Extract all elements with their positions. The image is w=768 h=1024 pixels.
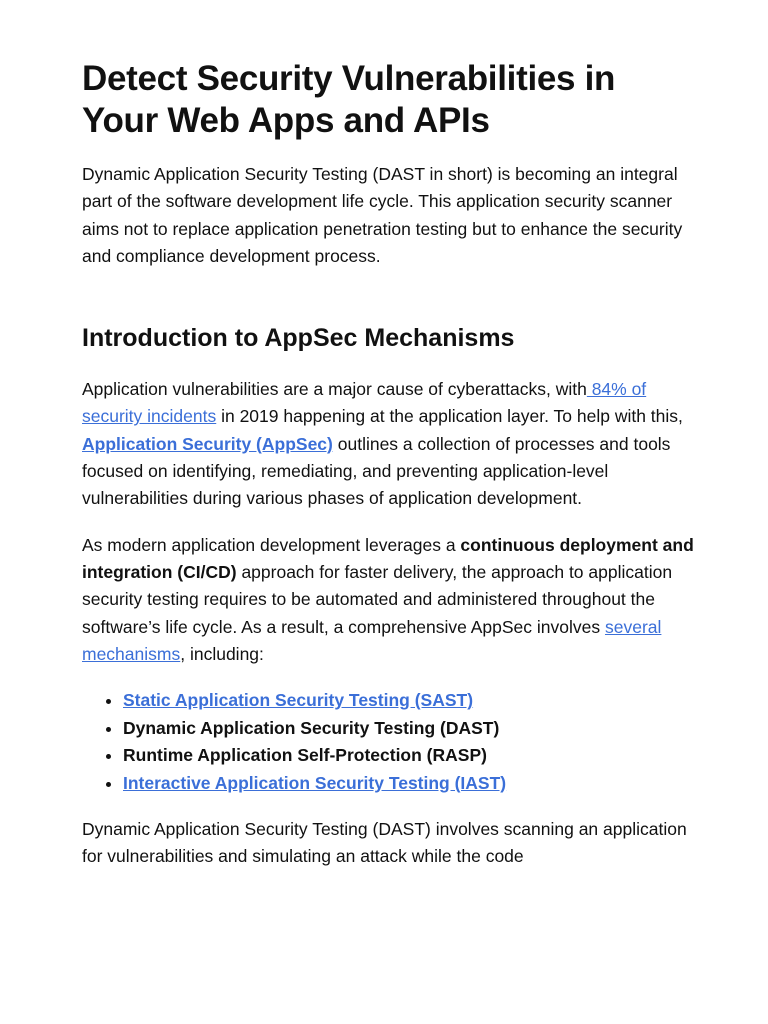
article (82, 58, 694, 871)
list-item (123, 687, 694, 715)
iast-link[interactable]: Interactive Application Security Testing (IAST) (123, 772, 507, 793)
appsec-text-2: in 2019 happening at the application layer. To help with this, (216, 406, 683, 427)
list-item (123, 715, 694, 743)
security-incidents-link[interactable]: 84% of security incidents (82, 379, 647, 427)
dast-item-label: Dynamic Application Security Testing (DAST) (123, 717, 500, 738)
list-item (123, 770, 694, 798)
list-item (123, 742, 694, 770)
mechanisms-list (82, 687, 694, 797)
cicd-text-2: approach for faster delivery, the approach to application security testing requires to be automated and administered throughout the software’s life cycle. As a result, a comprehensive AppSec involves (82, 561, 673, 637)
cicd-text-3: , including: (180, 643, 264, 664)
rasp-item-label: Runtime Application Self-Protection (RASP) (123, 745, 487, 766)
cicd-paragraph (82, 532, 694, 668)
appsec-link[interactable]: Application Security (AppSec) (82, 433, 333, 454)
appsec-paragraph (82, 376, 694, 512)
several-mechanisms-link[interactable]: several mechanisms (82, 616, 662, 664)
appsec-text-3: outlines a collection of processes and tools focused on identifying, remediating, and preventing application-level vulnerabilities during various phases of application development. (82, 433, 671, 509)
intro-paragraph: Dynamic Application Security Testing (DAST in short) is becoming an integral part of the software development life cycle. This application security scanner aims not to replace application penetration testing but to enhance the security and compliance development process. (82, 164, 683, 266)
page-title: Detect Security Vulnerabilities in Your Web Apps and APIs (82, 59, 616, 140)
cicd-bold-text: continuous deployment and integration (CI/CD) (82, 534, 694, 582)
section-heading: Introduction to AppSec Mechanisms (82, 324, 515, 353)
dast-paragraph: Dynamic Application Security Testing (DAST) involves scanning an application for vulnerabilities and simulating an attack while the code (82, 819, 687, 867)
appsec-text-1: Application vulnerabilities are a major cause of cyberattacks, with (82, 379, 587, 400)
cicd-text-1: As modern application development leverages a (82, 534, 461, 555)
sast-link[interactable]: Static Application Security Testing (SAST) (123, 690, 474, 711)
